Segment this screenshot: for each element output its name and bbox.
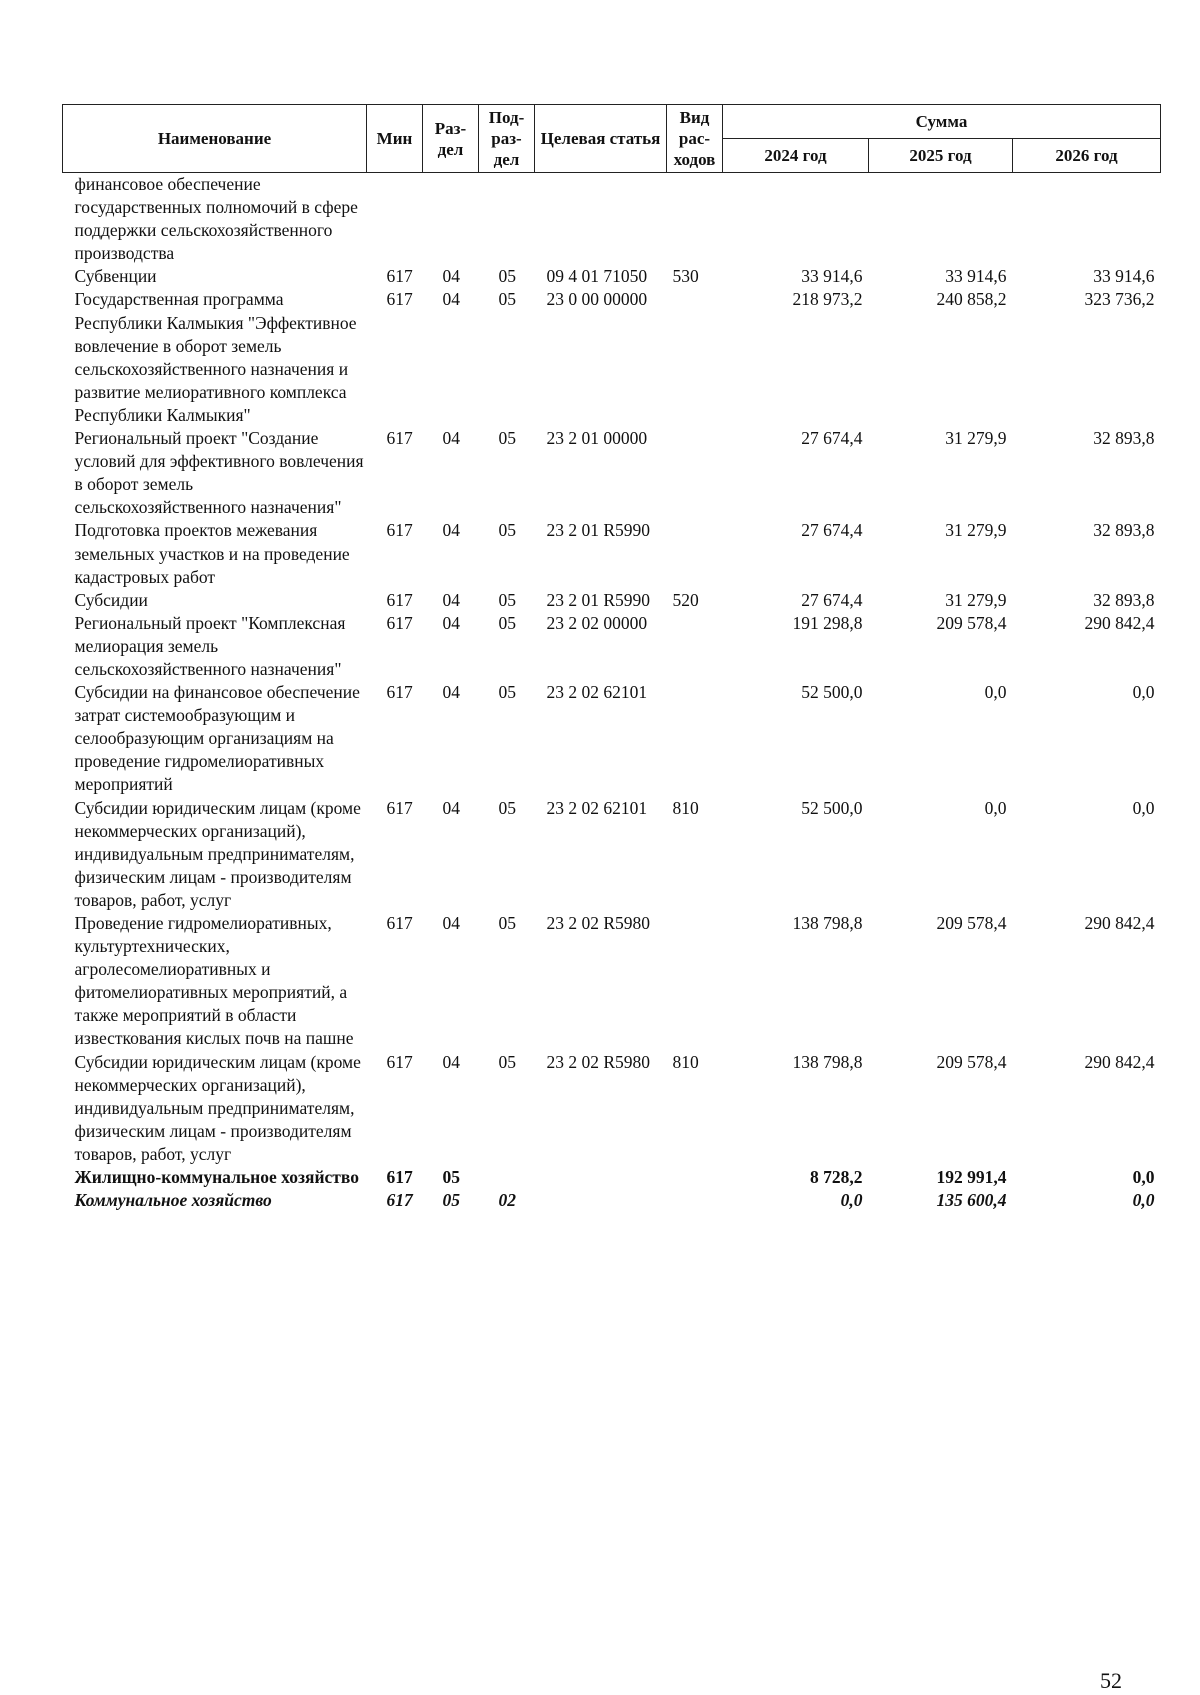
cell-name: Региональный проект "Комплексная мелиорация земель сельскохозяйственного назначения" — [74, 612, 346, 679]
cell-2025: 31 279,9 — [945, 428, 1007, 449]
cell-min — [367, 173, 423, 266]
cell-min: 617 — [386, 1167, 413, 1188]
cell-2024: 33 914,6 — [801, 266, 863, 287]
cell-2024: 27 674,4 — [801, 520, 863, 541]
cell-celevaya: 23 2 02 62101 — [546, 682, 648, 703]
cell-min: 617 — [386, 682, 413, 703]
table-row — [63, 612, 1161, 681]
cell-name: Субвенции — [74, 266, 157, 287]
cell-celevaya: 23 0 00 00000 — [546, 289, 648, 310]
cell-vid: 520 — [672, 589, 699, 610]
cell-min: 617 — [386, 1190, 413, 1211]
table-body — [63, 173, 1161, 1213]
cell-2025: 31 279,9 — [945, 589, 1007, 610]
cell-celevaya — [535, 173, 667, 266]
cell-2024: 138 798,8 — [792, 913, 863, 933]
cell-min: 617 — [386, 589, 413, 610]
cell-name: Субсидии — [74, 589, 148, 610]
cell-vid — [667, 427, 723, 519]
table-row — [63, 589, 1161, 612]
cell-name: Проведение гидромелиоративных, культуртехнических, агролесомелиоративных и фитомелиоративных мероприятий, а также мероприятий в области известкования кислых почв на пашне — [74, 913, 354, 1049]
table-row — [63, 681, 1161, 796]
header-podrazdel: Под-раз-дел — [479, 105, 535, 173]
cell-vid: 530 — [672, 266, 699, 287]
cell-razdel: 04 — [442, 428, 460, 449]
cell-celevaya: 09 4 01 71050 — [546, 266, 648, 287]
cell-celevaya: 23 2 02 R5980 — [546, 1051, 651, 1072]
cell-name: Субсидии на финансовое обеспечение затрат системообразующим и селообразующим организациям на проведение гидромелиоративных мероприятий — [74, 682, 360, 795]
cell-razdel: 04 — [442, 266, 460, 287]
cell-min: 617 — [386, 797, 413, 818]
cell-2024: 8 728,2 — [810, 1167, 863, 1188]
cell-name: Субсидии юридическим лицам (кроме некоммерческих организаций), индивидуальным предпринимателям, физическим лицам - производителям товаров, работ, услуг — [74, 1051, 361, 1164]
cell-2025: 192 991,4 — [936, 1167, 1007, 1188]
cell-razdel: 04 — [442, 682, 460, 703]
cell-2024: 52 500,0 — [801, 797, 863, 818]
cell-2025: 240 858,2 — [936, 289, 1007, 310]
cell-celevaya — [535, 1166, 667, 1189]
header-summa: Сумма — [723, 105, 1161, 139]
cell-2024: 0,0 — [840, 1190, 863, 1211]
cell-celevaya: 23 2 02 00000 — [546, 612, 648, 633]
cell-2026: 290 842,4 — [1084, 1051, 1155, 1072]
cell-name: Подготовка проектов межевания земельных участков и на проведение кадастровых работ — [74, 520, 350, 587]
cell-min: 617 — [386, 1051, 413, 1072]
cell-vid — [667, 912, 723, 1051]
cell-podrazdel: 05 — [498, 1051, 516, 1072]
cell-2025: 0,0 — [984, 797, 1007, 818]
cell-vid — [667, 1166, 723, 1189]
cell-2026: 0,0 — [1132, 797, 1155, 818]
cell-celevaya: 23 2 02 62101 — [546, 797, 648, 818]
cell-razdel: 05 — [442, 1167, 460, 1188]
cell-celevaya: 23 2 01 R5990 — [546, 589, 651, 610]
cell-name: финансовое обеспечение государственных полномочий в сфере поддержки сельскохозяйственного производства — [74, 174, 358, 264]
cell-podrazdel: 05 — [498, 428, 516, 449]
cell-2024 — [723, 173, 869, 266]
cell-razdel: 04 — [442, 589, 460, 610]
cell-2026 — [1013, 173, 1161, 266]
cell-vid — [667, 612, 723, 681]
header-min: Мин — [367, 105, 423, 173]
cell-2025: 209 578,4 — [936, 612, 1007, 633]
table-row — [63, 173, 1161, 266]
cell-2025: 135 600,4 — [936, 1190, 1007, 1211]
table-row — [63, 288, 1161, 427]
cell-min: 617 — [386, 913, 413, 933]
header-2026: 2026 год — [1013, 139, 1161, 173]
table-row — [63, 912, 1161, 1051]
cell-celevaya — [535, 1189, 667, 1212]
header-2024: 2024 год — [723, 139, 869, 173]
cell-podrazdel: 05 — [498, 266, 516, 287]
header-name: Наименование — [63, 105, 367, 173]
cell-2024: 191 298,8 — [792, 612, 863, 633]
cell-name: Государственная программа Республики Калмыкия "Эффективное вовлечение в оборот земель сельскохозяйственного назначения и развитие мелиоративного комплекса Республики Калмыкия" — [74, 289, 357, 425]
cell-2026: 290 842,4 — [1084, 913, 1155, 933]
cell-2024: 27 674,4 — [801, 589, 863, 610]
cell-podrazdel: 02 — [498, 1190, 516, 1211]
table-row — [63, 797, 1161, 912]
cell-razdel: 04 — [442, 913, 460, 933]
cell-2026: 32 893,8 — [1093, 428, 1155, 449]
page-number: 52 — [1100, 1668, 1122, 1693]
cell-min: 617 — [386, 266, 413, 287]
cell-celevaya: 23 2 01 00000 — [546, 428, 648, 449]
cell-podrazdel: 05 — [498, 797, 516, 818]
cell-min: 617 — [386, 612, 413, 633]
cell-2026: 32 893,8 — [1093, 520, 1155, 541]
cell-2026: 0,0 — [1132, 1190, 1155, 1211]
cell-name: Субсидии юридическим лицам (кроме некоммерческих организаций), индивидуальным предпринимателям, физическим лицам - производителям товаров, работ, услуг — [74, 797, 361, 910]
cell-min: 617 — [386, 520, 413, 541]
cell-podrazdel: 05 — [498, 612, 516, 633]
cell-2025: 33 914,6 — [945, 266, 1007, 287]
table-row — [63, 1051, 1161, 1166]
cell-2024: 218 973,2 — [792, 289, 863, 310]
cell-podrazdel: 05 — [498, 682, 516, 703]
cell-name: Коммунальное хозяйство — [74, 1190, 272, 1211]
cell-2024: 52 500,0 — [801, 682, 863, 703]
table-row — [63, 265, 1161, 288]
cell-2024: 27 674,4 — [801, 428, 863, 449]
cell-vid: 810 — [672, 1051, 699, 1072]
cell-razdel: 05 — [442, 1190, 460, 1211]
header-razdel: Раз-дел — [423, 105, 479, 173]
cell-2024: 138 798,8 — [792, 1051, 863, 1072]
table-header — [63, 105, 1161, 173]
cell-podrazdel: 05 — [498, 589, 516, 610]
cell-celevaya: 23 2 02 R5980 — [546, 913, 651, 933]
cell-razdel: 04 — [442, 1051, 460, 1072]
table-row — [63, 1166, 1161, 1189]
cell-2025: 0,0 — [984, 682, 1007, 703]
cell-2026: 33 914,6 — [1093, 266, 1155, 287]
cell-razdel — [423, 173, 479, 266]
cell-vid — [667, 1189, 723, 1212]
cell-podrazdel: 05 — [498, 289, 516, 310]
cell-razdel: 04 — [442, 797, 460, 818]
cell-2026: 323 736,2 — [1084, 289, 1155, 310]
cell-2025: 209 578,4 — [936, 913, 1007, 933]
cell-razdel: 04 — [442, 520, 460, 541]
cell-name: Региональный проект "Создание условий для эффективного вовлечения в оборот земель сельскохозяйственного назначения" — [74, 428, 364, 518]
header-vid: Вид рас-ходов — [667, 105, 723, 173]
cell-vid: 810 — [672, 797, 699, 818]
cell-podrazdel: 05 — [498, 913, 516, 933]
cell-vid — [667, 681, 723, 796]
table-row — [63, 519, 1161, 588]
header-2025: 2025 год — [869, 139, 1013, 173]
cell-vid — [667, 519, 723, 588]
cell-2026: 0,0 — [1132, 1167, 1155, 1188]
cell-2025: 209 578,4 — [936, 1051, 1007, 1072]
cell-podrazdel: 05 — [498, 520, 516, 541]
cell-podrazdel — [479, 1166, 535, 1189]
cell-razdel: 04 — [442, 612, 460, 633]
cell-razdel: 04 — [442, 289, 460, 310]
cell-min: 617 — [386, 289, 413, 310]
cell-vid — [667, 173, 723, 266]
header-celevaya: Целевая статья — [535, 105, 667, 173]
cell-2026: 32 893,8 — [1093, 589, 1155, 610]
table-row — [63, 427, 1161, 519]
cell-2026: 290 842,4 — [1084, 612, 1155, 633]
cell-min: 617 — [386, 428, 413, 449]
cell-celevaya: 23 2 01 R5990 — [546, 520, 651, 541]
cell-2025 — [869, 173, 1013, 266]
table-row — [63, 1189, 1161, 1212]
cell-2025: 31 279,9 — [945, 520, 1007, 541]
cell-vid — [667, 288, 723, 427]
cell-name: Жилищно-коммунальное хозяйство — [74, 1167, 359, 1188]
budget-table — [62, 104, 1161, 1212]
cell-podrazdel — [479, 173, 535, 266]
cell-2026: 0,0 — [1132, 682, 1155, 703]
